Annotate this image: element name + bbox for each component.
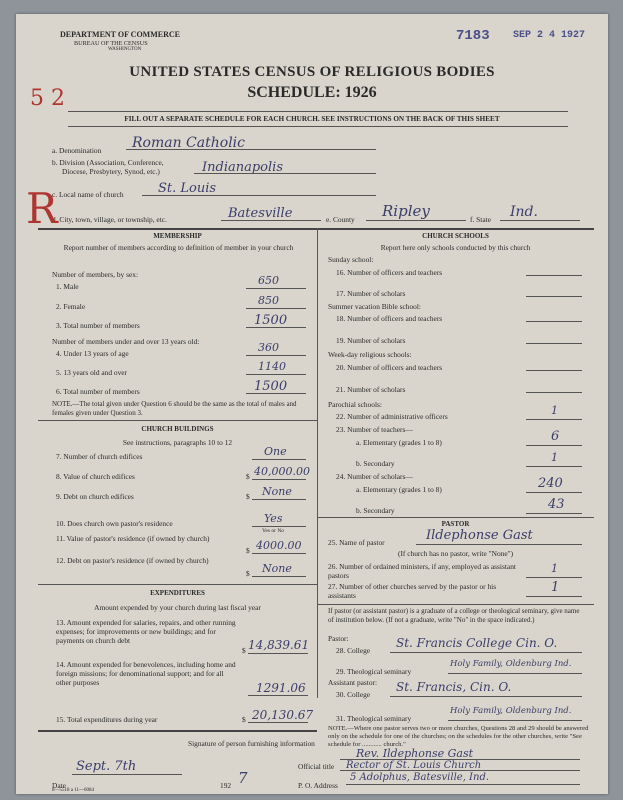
city-value: Batesville <box>228 206 293 221</box>
q30-label: 30. College <box>336 690 371 699</box>
instruction-line: FILL OUT A SEPARATE SCHEDULE FOR EACH CHURCH. SEE INSTRUCTIONS ON THE BACK OF THIS SHEET <box>124 115 500 123</box>
q27-value: 1 <box>551 580 560 595</box>
denomination-value: Roman Catholic <box>132 135 245 151</box>
assistant-sub-label: Assistant pastor: <box>328 678 378 687</box>
q5-label: 5. 13 years old and over <box>56 368 128 377</box>
weekday-school-label: Week-day religious schools: <box>328 350 412 359</box>
q25-hint: (If church has no pastor, write "None") <box>398 549 514 558</box>
q27-label: 27. Number of other churches served by the pastor or his assistants <box>328 582 497 600</box>
q10-label: 10. Does church own pastor's residence <box>56 519 173 528</box>
by-sex-label: Number of members, by sex: <box>52 270 138 279</box>
q24b-label: b. Secondary <box>356 506 395 515</box>
membership-note: NOTE.—The total given under Question 6 should be the same as the total of males and females given under Question 3. <box>52 400 297 417</box>
q1-value: 650 <box>258 274 279 287</box>
q31-label: 31. Theological seminary <box>336 714 412 723</box>
q14-label: 14. Amount expended for benevolences, including home and foreign missions; for denominational support; and for all other purposes <box>56 660 236 687</box>
q29-label: 29. Theological seminary <box>336 667 412 676</box>
q12-label: 12. Debt on pastor's residence (if owned by church) <box>56 556 209 565</box>
q9-value: None <box>262 485 292 498</box>
q7-value: One <box>264 445 287 458</box>
q2-value: 850 <box>258 294 279 307</box>
q18-label: 18. Number of officers and teachers <box>336 314 443 323</box>
q5-value: 1140 <box>258 360 286 373</box>
q20-label: 20. Number of officers and teachers <box>336 363 443 372</box>
q23b-label: b. Secondary <box>356 459 395 468</box>
official-title-label: Official title <box>298 762 335 771</box>
membership-intro: Report number of members according to definition of member in your church <box>63 243 294 252</box>
division-value: Indianapolis <box>202 160 283 175</box>
q26-label: 26. Number of ordained ministers, if any, employed as assistant pastors <box>328 562 516 580</box>
q23a-label: a. Elementary (grades 1 to 8) <box>356 438 442 447</box>
q6-value: 1500 <box>254 379 288 394</box>
q24a-value: 240 <box>538 476 563 491</box>
q10-value: Yes <box>264 512 283 525</box>
by-age-label: Number of members under and over 13 years old: <box>52 337 200 346</box>
q8-dollar: $ <box>246 472 250 481</box>
college-intro: If pastor (or assistant pastor) is a graduate of a college or theological seminary, give name of institution below. (If not a graduate, write "No" in the space indicated.) <box>328 607 580 624</box>
buildings-heading: CHURCH BUILDINGS <box>141 425 214 433</box>
local-name-label: c. Local name of church <box>52 190 124 199</box>
q24b-value: 43 <box>548 497 565 512</box>
q4-value: 360 <box>258 341 279 354</box>
state-label: f. State <box>470 215 491 224</box>
local-name-value: St. Louis <box>158 181 217 196</box>
q3-value: 1500 <box>254 313 288 328</box>
q29-value: Holy Family, Oldenburg Ind. <box>450 659 572 669</box>
q28-label: 28. College <box>336 646 371 655</box>
pastor-note: NOTE.—Where one pastor serves two or more churches, Questions 28 and 29 should be answered only on the schedule for one of the churches; on the schedules for the other churches, write "See schedule for ............ church." <box>328 725 589 748</box>
department-label: DEPARTMENT OF COMMERCE <box>60 30 181 39</box>
q10-hint: Yes or No <box>262 528 285 534</box>
q9-dollar: $ <box>246 492 250 501</box>
q12-value: None <box>262 562 292 575</box>
year-prefix: 192 <box>220 781 232 790</box>
q22-label: 22. Number of administrative officers <box>336 412 448 421</box>
buildings-intro: See instructions, paragraphs 10 to 12 <box>122 438 233 447</box>
q12-dollar: $ <box>246 569 250 578</box>
location-label: WASHINGTON <box>108 47 142 52</box>
membership-heading: MEMBERSHIP <box>153 232 202 240</box>
schools-heading: CHURCH SCHOOLS <box>422 232 489 240</box>
date-value: Sept. 7th <box>76 759 137 774</box>
margin-note: 5 2 <box>30 86 65 111</box>
q17-label: 17. Number of scholars <box>336 289 406 298</box>
expenditures-heading: EXPENDITURES <box>150 589 205 597</box>
city-label: d. City, town, village, or township, etc. <box>52 215 167 224</box>
q8-label: 8. Value of church edifices <box>56 472 135 481</box>
bureau-label: BUREAU OF THE CENSUS <box>74 40 148 47</box>
page-subtitle: SCHEDULE: 1926 <box>247 84 377 101</box>
q24a-label: a. Elementary (grades 1 to 8) <box>356 485 442 494</box>
q23b-value: 1 <box>551 451 558 464</box>
summer-school-label: Summer vacation Bible school: <box>328 302 421 311</box>
stamp-number: 7183 <box>456 28 490 44</box>
q25-value: Ildephonse Gast <box>426 528 533 543</box>
pastor-sub-label: Pastor: <box>328 634 349 643</box>
official-title-value: Rector of St. Louis Church <box>346 760 482 771</box>
q16-label: 16. Number of officers and teachers <box>336 268 443 277</box>
q30-value: St. Francis, Cin. O. <box>396 680 512 694</box>
q24-label: 24. Number of scholars— <box>336 472 413 481</box>
q13-value: 14,839.61 <box>248 638 310 652</box>
signature-label: Signature of person furnishing information <box>188 739 315 748</box>
q28-value: St. Francis College Cin. O. <box>396 636 558 650</box>
page-title: UNITED STATES CENSUS OF RELIGIOUS BODIES <box>129 64 495 80</box>
q23-label: 23. Number of teachers— <box>336 425 413 434</box>
year-value: 7 <box>238 769 248 787</box>
signature-value: Rev. Ildephonse Gast <box>356 747 474 760</box>
po-address-label: P. O. Address <box>298 781 338 790</box>
q22-value: 1 <box>551 404 558 417</box>
check-mark: R <box>26 184 58 233</box>
q4-label: 4. Under 13 years of age <box>56 349 129 358</box>
county-value: Ripley <box>382 202 430 220</box>
q8-value: 40,000.00 <box>254 465 310 478</box>
q15-label: 15. Total expenditures during year <box>56 715 158 724</box>
form-number: 8—5518 a 11—6084 <box>52 788 95 793</box>
q11-value: 4000.00 <box>256 539 302 552</box>
division-label-2: Diocese, Presbytery, Synod, etc.) <box>62 167 160 176</box>
q23a-value: 6 <box>551 429 560 444</box>
q2-label: 2. Female <box>56 302 86 311</box>
q1-label: 1. Male <box>56 282 79 291</box>
q14-value: 1291.06 <box>256 681 306 695</box>
parochial-school-label: Parochial schools: <box>328 400 382 409</box>
q7-label: 7. Number of church edifices <box>56 452 143 461</box>
q11-dollar: $ <box>246 546 250 555</box>
q11-label: 11. Value of pastor's residence (if owned by church) <box>56 534 210 543</box>
q13-label: 13. Amount expended for salaries, repairs, and other running expenses; for improvements or new buildings; and for payments on church debt <box>56 618 236 645</box>
date-label: Date <box>52 781 66 790</box>
expenditures-intro: Amount expended by your church during last fiscal year <box>94 603 261 612</box>
q9-label: 9. Debt on church edifices <box>56 492 134 501</box>
denomination-label: a. Denomination <box>52 146 102 155</box>
po-address-value: 5 Adolphus, Batesville, Ind. <box>350 772 490 783</box>
q6-label: 6. Total number of members <box>56 387 140 396</box>
q15-dollar: $ <box>242 715 246 724</box>
q3-label: 3. Total number of members <box>56 321 140 330</box>
q25-label: 25. Name of pastor <box>328 538 385 547</box>
q13-dollar: $ <box>242 646 246 655</box>
county-label: e. County <box>326 215 355 224</box>
stamp-date: SEP 2 4 1927 <box>513 30 586 41</box>
state-value: Ind. <box>510 204 538 220</box>
division-label: b. Division (Association, Conference, <box>52 158 164 167</box>
schools-intro: Report here only schools conducted by this church <box>380 243 531 252</box>
pastor-heading: PASTOR <box>441 520 470 528</box>
q21-label: 21. Number of scholars <box>336 385 406 394</box>
census-schedule-sheet <box>16 14 608 794</box>
q15-value: 20,130.67 <box>252 708 314 722</box>
q19-label: 19. Number of scholars <box>336 336 406 345</box>
q31-value: Holy Family, Oldenburg Ind. <box>450 706 572 716</box>
sunday-school-label: Sunday school: <box>328 255 374 264</box>
q26-value: 1 <box>551 562 558 575</box>
